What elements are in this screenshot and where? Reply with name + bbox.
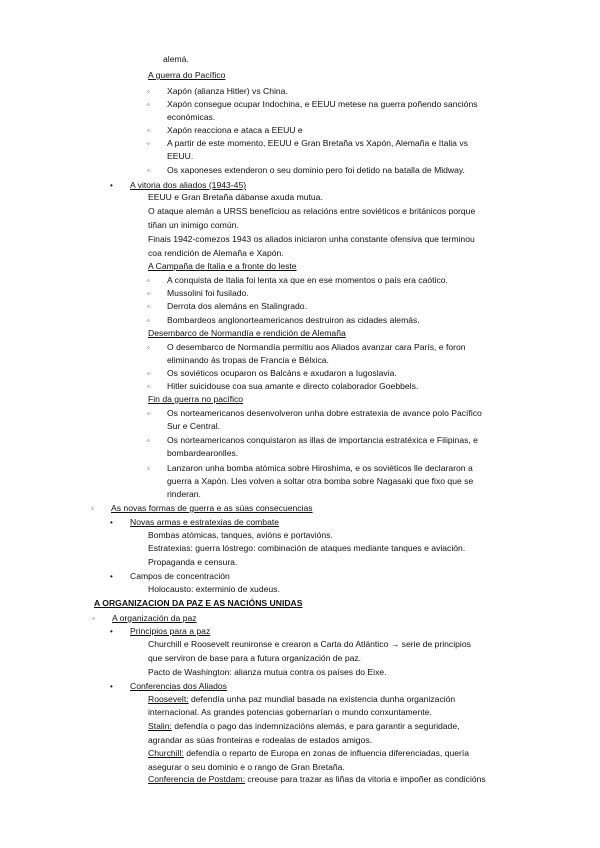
line-text: Xapón consegue ocupar Indochina, e EEUU metese na guerra poñendo sancións (167, 99, 478, 109)
line-text: EEUU. (167, 151, 194, 161)
text-line (167, 301, 307, 312)
line-text: Finais 1942-comezos 1943 os aliados iniciaron unha constante ofensiva que terminou (148, 234, 475, 244)
text-line (167, 342, 466, 353)
text-line (167, 448, 238, 459)
line-text: defendía o reparto de Europa en zonas de influencia diferenciadas, quería (186, 748, 470, 758)
text-line (148, 530, 333, 541)
line-text: creouse para trazar as liñas da vitoria e impoñer as condicións (247, 774, 486, 784)
text-line (148, 328, 346, 339)
text-line (148, 70, 225, 81)
line-text: coa rendición de Alemaña e Xapón. (148, 248, 284, 258)
line-text: Derrota dos alemáns en Stalingrado. (167, 301, 307, 311)
text-line (167, 275, 448, 286)
text-line (167, 138, 468, 149)
text-line (148, 735, 372, 746)
text-line (167, 421, 220, 432)
filled-bullet-icon: • (110, 572, 113, 581)
hollow-bullet-icon: ◦ (147, 126, 150, 135)
text-line (148, 694, 455, 705)
filled-bullet-icon: • (110, 181, 113, 190)
hollow-bullet-icon: ◦ (147, 343, 150, 352)
line-text: rinderan. (167, 489, 201, 499)
line-text: asegurar o seu dominio e o rango de Gran Bretaña. (148, 762, 345, 772)
text-line (130, 681, 227, 692)
text-line (167, 125, 303, 136)
hollow-bullet-icon: ◦ (147, 316, 150, 325)
text-line (130, 180, 246, 191)
line-text: agrandar as súas fronteiras e rodealas de estados amigos. (148, 735, 373, 745)
hollow-bullet-icon: ◦ (92, 614, 95, 623)
line-text: Xapón reacciona e ataca a EEUU e (167, 125, 303, 135)
text-line (167, 489, 201, 500)
text-line (167, 381, 418, 392)
text-line (148, 248, 284, 259)
line-text: Os xaponeses extenderon o seu dominio pero foi detido na batalla de Midway. (167, 165, 465, 175)
text-line (167, 435, 478, 446)
line-text: Mussolini foi fusilado. (167, 288, 249, 298)
line-text: defendía unha paz mundial basada na existencia dunha organización (191, 694, 456, 704)
text-line (167, 368, 397, 379)
line-text: que serviron de base para a futura organización de paz. (148, 653, 362, 663)
line-text: Fin da guerra no pacífico (148, 394, 244, 404)
text-line (167, 151, 193, 162)
text-line (167, 315, 420, 326)
line-text: Bombardeos anglonorteamericanos destruiron as cidades alemás. (167, 315, 420, 325)
text-line (163, 54, 189, 65)
line-text: económicas. (167, 112, 216, 122)
line-text: A vitoria dos aliados (1943-45) (130, 180, 247, 190)
hollow-bullet-icon: ◦ (147, 409, 150, 418)
line-text: Xapón (alianza Hitler) vs China. (167, 86, 288, 96)
line-text: internacional. As grandes potencias gobernarían o mundo conxuntamente. (148, 707, 432, 717)
line-text: eliminando ás tropas de Francia e Bélxica. (167, 355, 329, 365)
line-text: Sur e Central. (167, 421, 221, 431)
line-text: O desembarco de Normandía permitiu aos Aliados avanzar cara París, e foron (167, 342, 466, 352)
text-line (167, 355, 329, 366)
text-line (111, 503, 313, 514)
line-text: As novas formas de guerra e as súas consecuencias (111, 503, 313, 513)
hollow-bullet-icon: ◦ (91, 504, 94, 513)
line-text: A Campaña de Italia e a fronte do leste (148, 261, 297, 271)
line-text: Campos de concentración (130, 571, 230, 581)
text-line (167, 476, 473, 487)
text-line (148, 220, 239, 231)
line-text: EEUU e Gran Bretaña dábanse axuda mutua. (148, 192, 323, 202)
text-line (148, 667, 387, 678)
hollow-bullet-icon: ◦ (147, 139, 150, 148)
hollow-bullet-icon: ◦ (147, 87, 150, 96)
line-text: Os norteamericanos conquistaron as illas de importancia estratéxica e Filipinas, e (167, 435, 478, 445)
text-line (148, 192, 323, 203)
line-lead-term: Roosevelt: (148, 694, 189, 704)
hollow-bullet-icon: ◦ (147, 289, 150, 298)
text-line (167, 288, 249, 299)
filled-bullet-icon: • (110, 627, 113, 636)
text-line (167, 86, 288, 97)
text-line (94, 598, 302, 609)
line-lead-term: Churchill: (148, 748, 184, 758)
line-text: Os soviéticos ocuparon os Balcáns e axudaron a Iugoslavia. (167, 368, 397, 378)
text-line (148, 707, 432, 718)
text-line (148, 206, 475, 217)
text-line (148, 639, 471, 650)
filled-bullet-icon: • (110, 518, 113, 527)
line-lead-term: Conferencia de Postdam: (148, 774, 245, 784)
text-line (112, 613, 197, 624)
text-line (148, 261, 297, 272)
line-text: guerra a Xapón. Lles volven a soltar otra bomba sobre Nagasaki que fixo que se (167, 476, 474, 486)
line-text: A ORGANIZACION DA PAZ E AS NACIÓNS UNIDAS (94, 598, 303, 608)
text-line (148, 394, 243, 405)
hollow-bullet-icon: ◦ (147, 464, 150, 473)
text-line (148, 653, 361, 664)
text-line (148, 543, 465, 554)
text-line (148, 748, 469, 759)
line-text: Pacto de Washington: alianza mutua contra os países do Eixe. (148, 667, 387, 677)
line-text: Propaganda e censura. (148, 557, 238, 567)
text-line (167, 99, 478, 110)
line-text: Desembarco de Normandía e rendición de Alemaña (148, 328, 346, 338)
text-line (130, 626, 210, 637)
hollow-bullet-icon: ◦ (147, 276, 150, 285)
line-text: A conquista de Italia foi lenta xa que en ese momentos o país era caótico. (167, 275, 448, 285)
hollow-bullet-icon: ◦ (147, 302, 150, 311)
line-text: A partir de este momento, EEUU e Gran Bretaña vs Xapón, Alemaña e Italia vs (167, 138, 468, 148)
line-text: Os norteamericanos desenvolveron unha dobre estratexia de avance polo Pacífico (167, 408, 482, 418)
line-text: Novas armas e estratexias de combate (130, 517, 280, 527)
hollow-bullet-icon: ◦ (147, 369, 150, 378)
line-text: alemá. (163, 54, 189, 64)
text-line (148, 762, 345, 773)
text-line (167, 112, 215, 123)
hollow-bullet-icon: ◦ (147, 100, 150, 109)
line-text: Churchill e Roosevelt reunironse e crearon a Carta do Atlántico → serie de principios (148, 639, 471, 649)
hollow-bullet-icon: ◦ (147, 436, 150, 445)
text-line (167, 165, 465, 176)
line-text: Bombas atómicas, tanques, avións e portavións. (148, 530, 333, 540)
line-text: tiñan un inimigo común. (148, 220, 239, 230)
text-line (148, 774, 486, 785)
line-text: Estratexias: guerra lóstrego: combinación de ataques mediante tanques e aviación. (148, 543, 466, 553)
line-text: bombardearonlles. (167, 448, 239, 458)
filled-bullet-icon: • (110, 682, 113, 691)
text-line (148, 234, 475, 245)
line-lead-term: Stalin: (148, 721, 172, 731)
text-line (130, 571, 230, 582)
line-text: A organización da paz (112, 613, 197, 623)
line-text: defendía o pago das indemnizacións alemás, e para garantir a seguridade, (174, 721, 460, 731)
line-text: Principios para a paz (130, 626, 211, 636)
text-line (148, 557, 237, 568)
text-line (148, 721, 460, 732)
line-text: A guerra do Pacífico (148, 70, 226, 80)
line-text: Hitler suicidouse coa sua amante e directo colaborador Goebbels. (167, 381, 419, 391)
text-line (130, 517, 279, 528)
text-line (167, 463, 473, 474)
line-text: O ataque alemán a URSS benefíciou as relacións entre soviéticos e británicos porque (148, 206, 476, 216)
text-line (167, 408, 482, 419)
line-text: Holocausto: exterminio de xudeus. (148, 584, 280, 594)
text-line (148, 584, 280, 595)
line-text: Conferencias dos Aliados (130, 681, 227, 691)
hollow-bullet-icon: ◦ (147, 382, 150, 391)
line-text: Lanzaron unha bomba atómica sobre Hiroshima, e os soviéticos lle declararon a (167, 463, 473, 473)
hollow-bullet-icon: ◦ (147, 166, 150, 175)
